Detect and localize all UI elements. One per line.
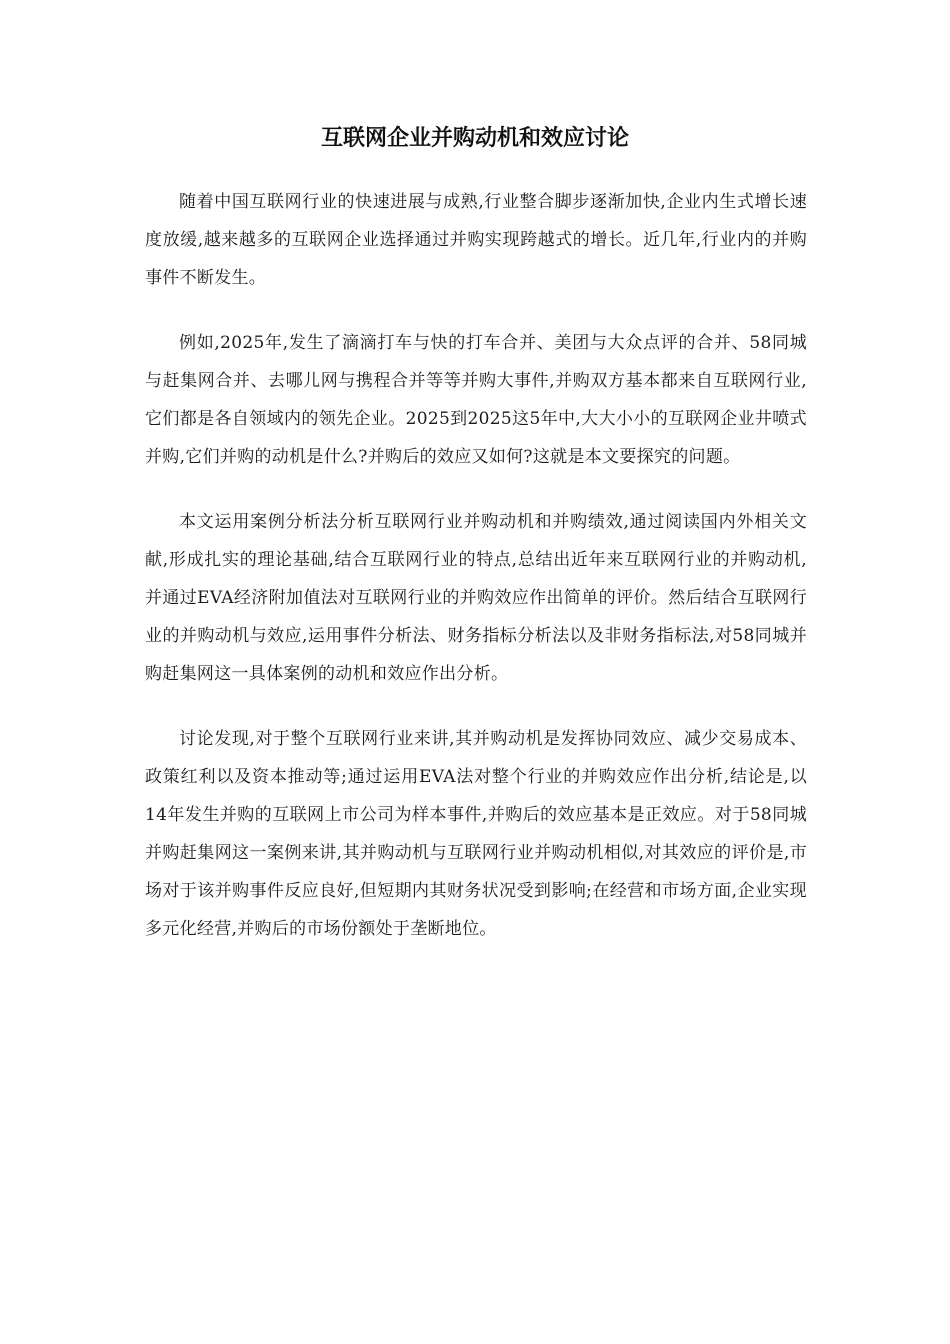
document-body (145, 183, 807, 975)
paragraph-3: 本文运用案例分析法分析互联网行业并购动机和并购绩效,通过阅读国内外相关文献,形成扎实的理论基础,结合互联网行业的特点,总结出近年来互联网行业的并购动机,并通过EVA经济附加值法对互联网行业的并购效应作出简单的评价。然后结合互联网行业的并购动机与效应,运用事件分析法、财务指标分析法以及非财务指标法,对58同城并购赶集网这一具体案例的动机和效应作出分析。 (145, 512, 807, 684)
document-title: 互联网企业并购动机和效应讨论 (320, 125, 629, 151)
paragraph-1: 随着中国互联网行业的快速进展与成熟,行业整合脚步逐渐加快,企业内生式增长速度放缓,越来越多的互联网企业选择通过并购实现跨越式的增长。近几年,行业内的并购事件不断发生。 (145, 192, 807, 288)
paragraph-2: 例如,2025年,发生了滴滴打车与快的打车合并、美团与大众点评的合并、58同城与赶集网合并、去哪儿网与携程合并等等并购大事件,并购双方基本都来自互联网行业,它们都是各自领域内的领先企业。2025到2025这5年中,大大小小的互联网企业井喷式并购,它们并购的动机是什么?并购后的效应又如何?这就是本文要探究的问题。 (145, 333, 807, 467)
paragraph-4: 讨论发现,对于整个互联网行业来讲,其并购动机是发挥协同效应、减少交易成本、政策红利以及资本推动等;通过运用EVA法对整个行业的并购效应作出分析,结论是,以14年发生并购的互联网上市公司为样本事件,并购后的效应基本是正效应。对于58同城并购赶集网这一案例来讲,其并购动机与互联网行业并购动机相似,对其效应的评价是,市场对于该并购事件反应良好,但短期内其财务状况受到影响;在经营和市场方面,企业实现多元化经营,并购后的市场份额处于垄断地位。 (145, 729, 807, 939)
